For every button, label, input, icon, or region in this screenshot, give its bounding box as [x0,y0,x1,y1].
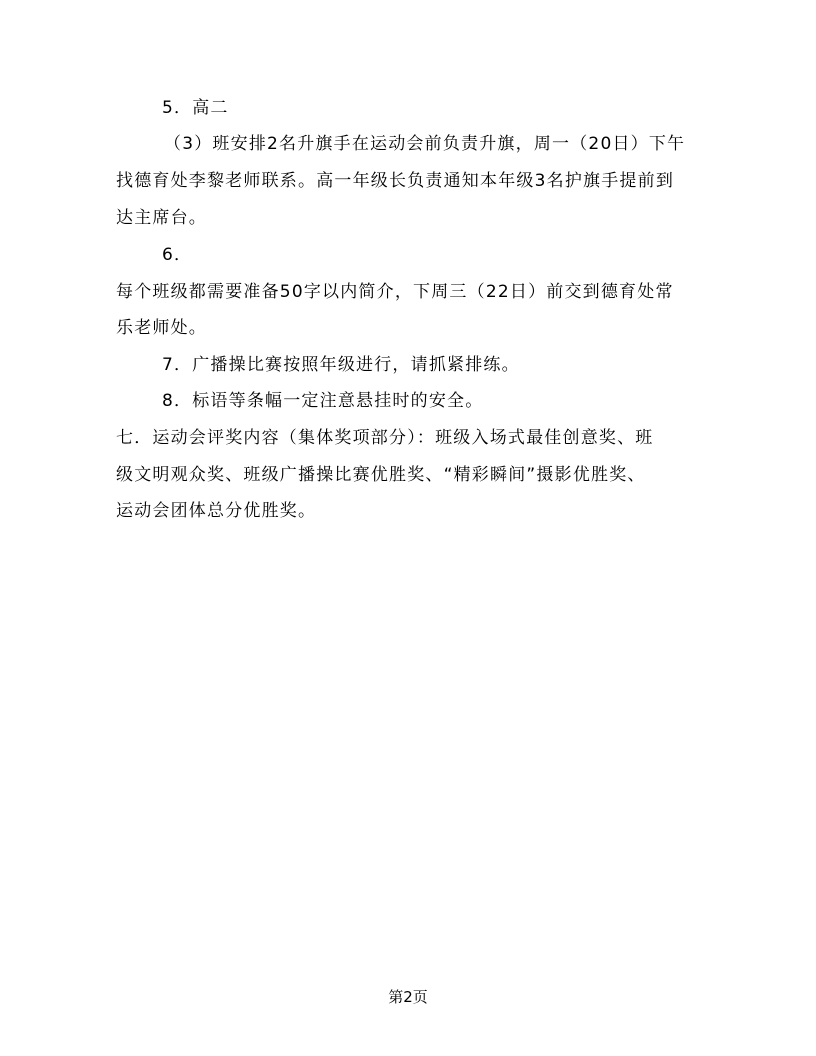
paragraph-line: 每个班级都需要准备50字以内简介，下周三（22日）前交到德育处常 [116,282,674,302]
paragraph-line: 找德育处李黎老师联系。高一年级长负责通知本年级3名护旗手提前到 [116,171,675,191]
paragraph-line: 运动会团体总分优胜奖。 [116,501,317,521]
section-heading-7: 七．运动会评奖内容（集体奖项部分）：班级入场式最佳创意奖、班 [116,428,654,448]
paragraph-item-5: 5．高二 [162,98,229,118]
paragraph-line: 达主席台。 [116,208,207,228]
paragraph-line: 乐老师处。 [116,318,207,338]
page-number: 第2页 [388,988,428,1006]
paragraph-item-7: 7．广播操比赛按照年级进行，请抓紧排练。 [162,355,520,375]
paragraph-line: （3）班安排2名升旗手在运动会前负责升旗，周一（20日）下午 [164,134,686,154]
paragraph-line: 级文明观众奖、班级广播操比赛优胜奖、“精彩瞬间”摄影优胜奖、 [116,465,646,485]
paragraph-item-8: 8．标语等条幅一定注意悬挂时的安全。 [162,391,484,411]
paragraph-item-6: 6． [162,245,193,265]
